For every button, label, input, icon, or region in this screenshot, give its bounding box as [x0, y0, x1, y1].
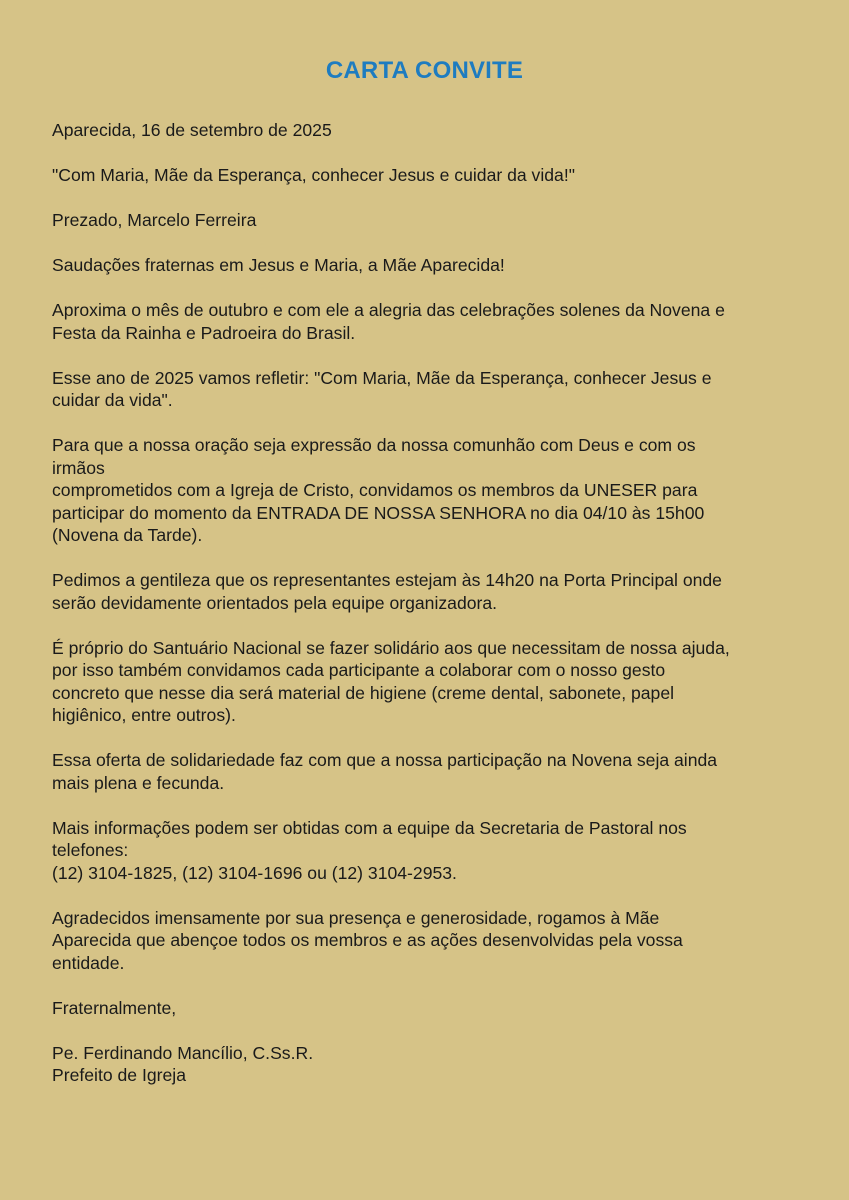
phone-numbers: (12) 3104-1825, (12) 3104-1696 ou (12) 3104-2953.: [52, 862, 457, 883]
paragraph-line: participar do momento da ENTRADA DE NOSSA SENHORA no dia 04/10 às 15h00: [52, 502, 705, 523]
paragraph-line: Festa da Rainha e Padroeira do Brasil.: [52, 322, 356, 343]
paragraph-thanks: [52, 907, 797, 975]
paragraph-offering: [52, 749, 797, 794]
paragraph-line: Para que a nossa oração seja expressão da nossa comunhão com Deus e com os: [52, 435, 696, 455]
paragraph-line: Essa oferta de solidariedade faz com que a nossa participação na Novena seja ainda: [52, 750, 718, 770]
paragraph-contact: [52, 817, 797, 885]
greeting: Prezado, Marcelo Ferreira: [52, 210, 257, 230]
paragraph-line: Aparecida que abençoe todos os membros e as ações desenvolvidas pela vossa: [52, 930, 683, 950]
paragraph-line: telefones:: [52, 840, 129, 860]
salutation: Saudações fraternas em Jesus e Maria, a Mãe Aparecida!: [52, 255, 505, 275]
paragraph-arrival: [52, 569, 797, 614]
paragraph-line: (Novena da Tarde).: [52, 525, 203, 545]
paragraph-line: Esse ano de 2025 vamos refletir: "Com Maria, Mãe da Esperança, conhecer Jesus e: [52, 367, 712, 388]
closing: Fraternalmente,: [52, 997, 177, 1018]
paragraph-line: comprometidos com a Igreja de Cristo, convidamos os membros da UNESER para: [52, 480, 698, 500]
paragraph-line: É próprio do Santuário Nacional se fazer solidário aos que necessitam de nossa ajuda,: [52, 637, 730, 658]
paragraph-line: Aproxima o mês de outubro e com ele a alegria das celebrações solenes da Novena e: [52, 300, 725, 320]
paragraph-line: serão devidamente orientados pela equipe organizadora.: [52, 592, 498, 613]
signature-block: [52, 1042, 797, 1087]
signature-role: Prefeito de Igreja: [52, 1065, 186, 1085]
paragraph-theme: [52, 367, 797, 412]
paragraph-line: higiênico, entre outros).: [52, 705, 236, 725]
theme-quote: "Com Maria, Mãe da Esperança, conhecer Jesus e cuidar da vida!": [52, 165, 575, 185]
paragraph-line: mais plena e fecunda.: [52, 772, 225, 793]
date-line: Aparecida, 16 de setembro de 2025: [52, 120, 332, 140]
paragraph-line: concreto que nesse dia será material de higiene (creme dental, sabonete, papel: [52, 682, 675, 703]
signature-name: Pe. Ferdinando Mancílio, C.Ss.R.: [52, 1042, 314, 1063]
paragraph-line: Mais informações podem ser obtidas com a equipe da Secretaria de Pastoral nos: [52, 817, 687, 838]
paragraph-line: Agradecidos imensamente por sua presença e generosidade, rogamos à Mãe: [52, 907, 660, 928]
paragraph-line: cuidar da vida".: [52, 390, 173, 410]
paragraph-october: [52, 299, 797, 344]
letter-body: [52, 119, 797, 1087]
paragraph-line: por isso também convidamos cada participante a colaborar com o nosso gesto: [52, 660, 666, 680]
paragraph-solidarity: [52, 637, 797, 727]
paragraph-invitation: [52, 434, 797, 547]
letter-title: CARTA CONVITE: [325, 57, 524, 84]
paragraph-line: Pedimos a gentileza que os representantes estejam às 14h20 na Porta Principal onde: [52, 570, 722, 590]
paragraph-line: entidade.: [52, 952, 125, 973]
paragraph-line: irmãos: [52, 457, 105, 478]
